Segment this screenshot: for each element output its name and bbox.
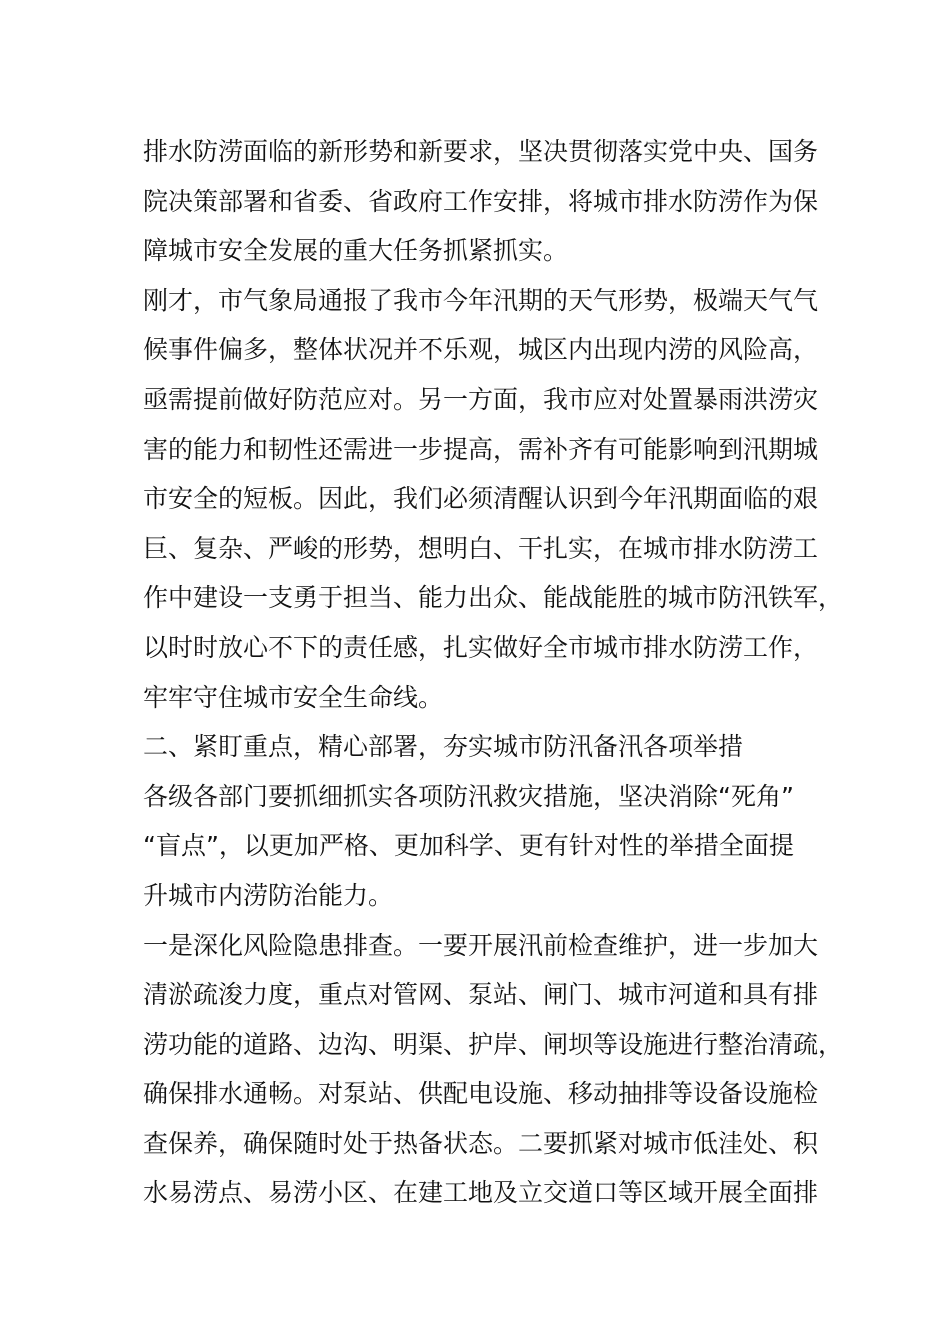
text-line: 障城市安全发展的重大任务抓紧抓实。	[143, 236, 569, 266]
text-line: 市安全的短板。因此，我们必须清醒认识到今年汛期面临的艰	[143, 484, 819, 514]
text-line: 查保养，确保随时处于热备状态。二要抓紧对城市低洼处、积	[143, 1128, 819, 1158]
text-line: 以时时放心不下的责任感，扎实做好全市城市排水防涝工作，	[143, 632, 819, 662]
text-line: 排水防涝面临的新形势和新要求，坚决贯彻落实党中央、国务	[143, 137, 819, 166]
text-line: 各级各部门要抓细抓实各项防汛救灾措施，坚决消除“死角”	[143, 781, 794, 811]
text-line: 清淤疏浚力度，重点对管网、泵站、闸门、城市河道和具有排	[143, 980, 819, 1010]
text-line: 一是深化风险隐患排查。一要开展汛前检查维护，进一步加大	[143, 930, 819, 960]
text-line: 水易涝点、易涝小区、在建工地及立交道口等区域开展全面排	[143, 1178, 819, 1208]
text-line: 害的能力和韧性还需进一步提高，需补齐有可能影响到汛期城	[143, 434, 819, 464]
text-line: 刚才，市气象局通报了我市今年汛期的天气形势，极端天气气	[143, 285, 819, 315]
document-body	[143, 127, 844, 1218]
text-line: 亟需提前做好防范应对。另一方面，我市应对处置暴雨洪涝灾	[143, 384, 819, 414]
text-line: 确保排水通畅。对泵站、供配电设施、移动抽排等设备设施检	[143, 1079, 819, 1109]
text-line: 候事件偏多，整体状况并不乐观，城区内出现内涝的风险高，	[143, 335, 819, 365]
text-line: 作中建设一支勇于担当、能力出众、能战能胜的城市防汛铁军，	[143, 583, 844, 613]
text-line: 牢牢守住城市安全生命线。	[143, 682, 444, 712]
section-heading: 二、紧盯重点，精心部署，夯实城市防汛备汛各项举措	[143, 732, 744, 762]
text-line: 升城市内涝防治能力。	[143, 880, 394, 910]
text-line: 院决策部署和省委、省政府工作安排，将城市排水防涝作为保	[143, 186, 819, 216]
text-line: 巨、复杂、严峻的形势，想明白、干扎实，在城市排水防涝工	[143, 533, 819, 563]
text-line: 涝功能的道路、边沟、明渠、护岸、闸坝等设施进行整治清疏，	[143, 1029, 844, 1059]
text-line: “盲点”，以更加严格、更加科学、更有针对性的举措全面提	[143, 831, 794, 861]
